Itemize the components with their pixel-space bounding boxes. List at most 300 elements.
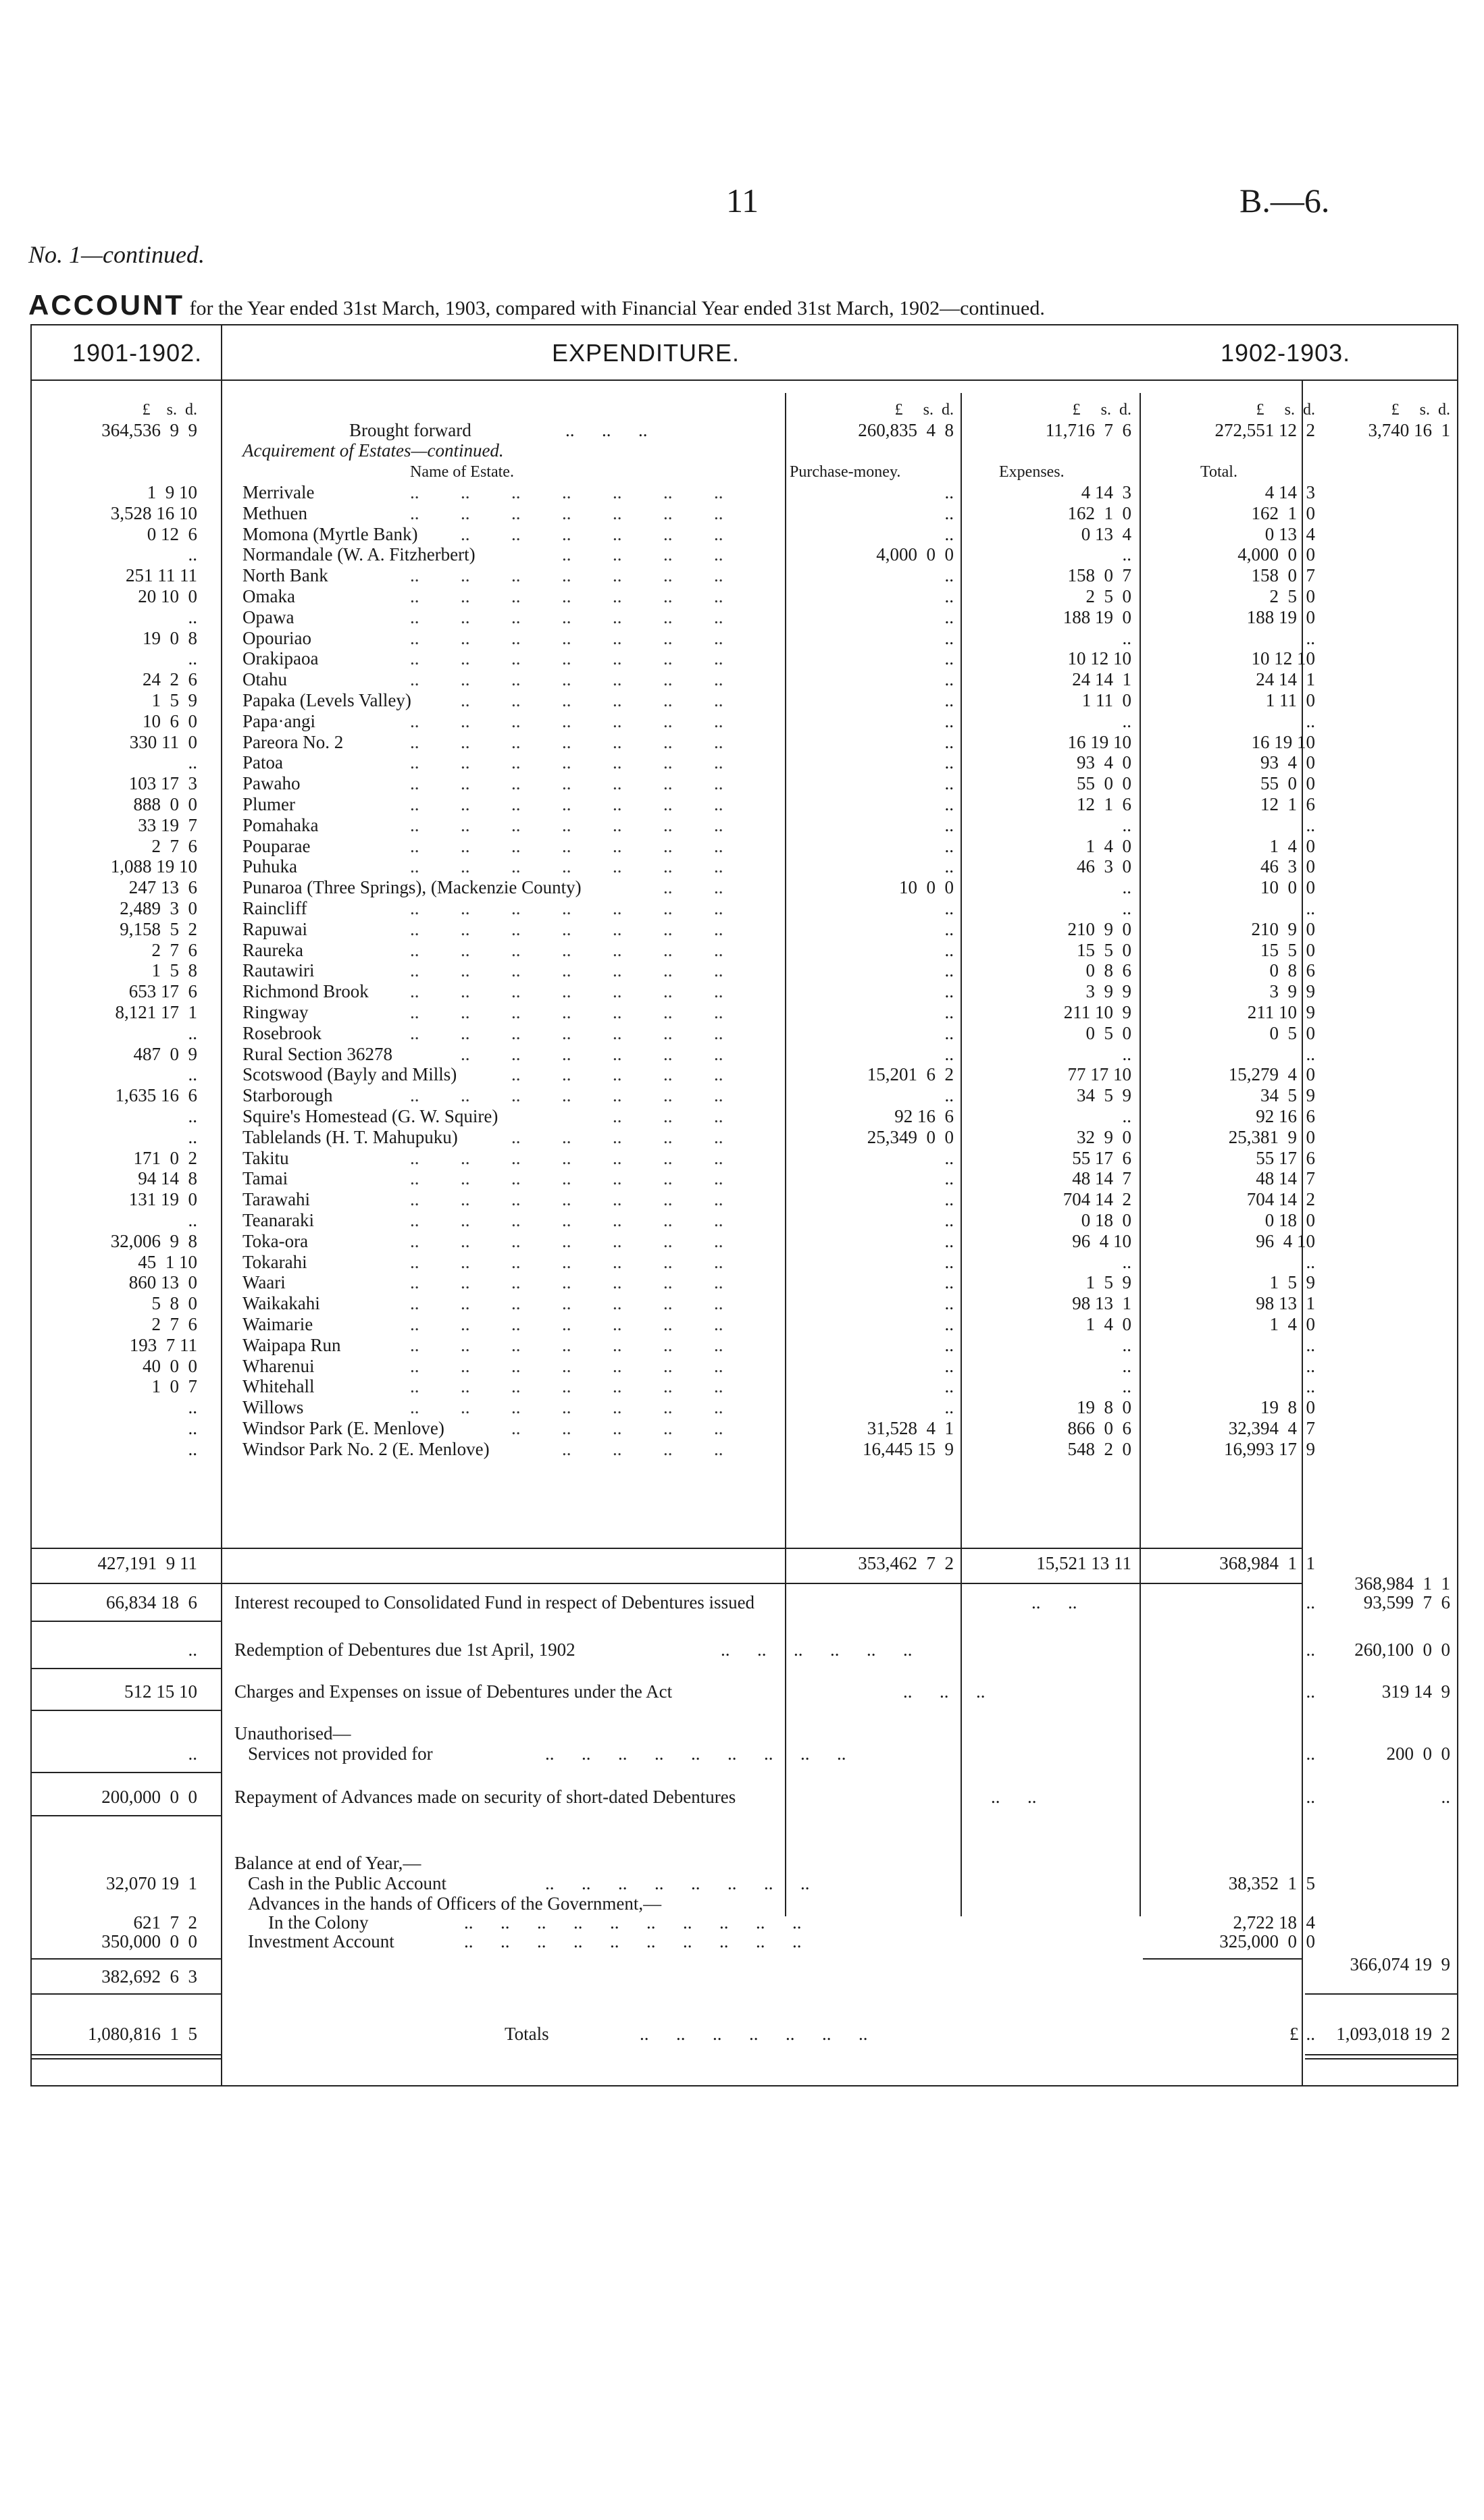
- leader-dot: ..: [410, 1189, 419, 1210]
- leader-dot: ..: [410, 856, 419, 877]
- estate-prev: 10 6 0: [143, 710, 197, 731]
- leader-dot: ..: [663, 1168, 673, 1189]
- leader-dot: ..: [461, 898, 470, 918]
- estate-row: [32, 1293, 1457, 1313]
- leader-dot: ..: [714, 1210, 723, 1230]
- bf-c: 11,716 7 6: [1045, 420, 1131, 440]
- estate-total: 16,993 17 9: [1224, 1438, 1315, 1459]
- estate-expenses: 24 14 1: [1072, 669, 1131, 690]
- leader-dot: ..: [461, 1085, 470, 1106]
- leader-dot: ..: [511, 1085, 521, 1106]
- estate-prev: ..: [188, 1397, 197, 1418]
- estate-purchase: ..: [944, 1002, 954, 1022]
- leader-dot: ..: [461, 523, 470, 544]
- leader-dot: ..: [461, 482, 470, 502]
- estate-total: 10 12 10: [1251, 648, 1315, 669]
- leader-dot: ..: [562, 939, 571, 960]
- leader-dot: ..: [511, 1397, 521, 1418]
- estate-name: Starborough: [242, 1085, 333, 1106]
- estate-purchase: ..: [944, 939, 954, 960]
- estate-prev: 45 1 10: [138, 1251, 197, 1272]
- estate-purchase: ..: [944, 1314, 954, 1334]
- leader-dot: ..: [511, 1355, 521, 1376]
- unit-e: £ s. d.: [1391, 401, 1450, 419]
- estate-total: ..: [1306, 1251, 1315, 1272]
- estate-total: 15,279 4 0: [1228, 1064, 1315, 1085]
- document-reference: B.—6.: [1239, 182, 1330, 219]
- estate-expenses: 188 19 0: [1063, 606, 1131, 627]
- estate-total: 46 3 0: [1260, 856, 1315, 877]
- estate-expenses: 96 4 10: [1072, 1230, 1131, 1251]
- leader-dot: ..: [562, 856, 571, 877]
- estate-prev: 251 11 11: [126, 565, 197, 586]
- leader-dot: ..: [613, 856, 622, 877]
- estate-purchase: 4,000 0 0: [876, 544, 954, 565]
- leader-dot: ..: [511, 1022, 521, 1043]
- leader-dot: ..: [410, 918, 419, 939]
- leader-dot: ..: [562, 606, 571, 627]
- estate-name: Whitehall: [242, 1376, 315, 1397]
- tot-e-sign: £: [1289, 2024, 1299, 2044]
- estate-prev: 193 7 11: [129, 1334, 197, 1355]
- estate-expenses: 0 13 4: [1081, 523, 1131, 544]
- leader-dot: ..: [714, 710, 723, 731]
- leader-dot: ..: [410, 1147, 419, 1168]
- leader-dot: ..: [461, 1314, 470, 1334]
- estate-total: 4 14 3: [1264, 482, 1315, 502]
- estate-prev: ..: [188, 544, 197, 565]
- leader-dot: ..: [663, 814, 673, 835]
- estate-total: 704 14 2: [1246, 1189, 1315, 1210]
- estate-prev: 3,528 16 10: [110, 502, 197, 523]
- estate-row: [32, 1231, 1457, 1251]
- estate-total: 10 0 0: [1260, 877, 1315, 898]
- leader-dot: ..: [663, 981, 673, 1002]
- estate-total: 0 8 6: [1269, 960, 1315, 981]
- leader-dot: ..: [663, 1106, 673, 1126]
- leader-dot: ..: [461, 1210, 470, 1230]
- estate-purchase: ..: [944, 1147, 954, 1168]
- estate-name: Opawa: [242, 606, 295, 627]
- estate-prev: 2 7 6: [151, 939, 197, 960]
- rep-e: ..: [1441, 1787, 1450, 1807]
- leader-dot: ..: [461, 773, 470, 794]
- bal-prev-total: 382,692 6 3: [101, 1966, 197, 1987]
- leader-dot: ..: [714, 773, 723, 794]
- estate-purchase: ..: [944, 669, 954, 690]
- inv-d: 325,000 0 0: [1219, 1931, 1315, 1951]
- un-d: ..: [1306, 1743, 1315, 1764]
- estate-row: [32, 482, 1457, 502]
- leader-dot: ..: [613, 1002, 622, 1022]
- estate-total: 96 4 10: [1256, 1230, 1315, 1251]
- leader-dot: ..: [714, 752, 723, 773]
- estate-total: 55 17 6: [1256, 1147, 1315, 1168]
- leader-dot: ..: [461, 627, 470, 648]
- estate-row: [32, 1127, 1457, 1147]
- estate-expenses: 1 5 9: [1085, 1272, 1131, 1293]
- leader-dot: ..: [461, 939, 470, 960]
- leader-dot: ..: [714, 1002, 723, 1022]
- estate-row: [32, 544, 1457, 565]
- leader-dot: ..: [714, 565, 723, 586]
- leader-dot: ..: [663, 898, 673, 918]
- estate-expenses: 548 2 0: [1067, 1438, 1131, 1459]
- account-heading: [28, 289, 1045, 321]
- leader-dot: ..: [562, 502, 571, 523]
- int-dots: .. ..: [1031, 1592, 1077, 1612]
- estate-row: [32, 940, 1457, 960]
- leader-dot: ..: [511, 586, 521, 606]
- estate-prev: 1,088 19 10: [110, 856, 197, 877]
- estate-row: [32, 1418, 1457, 1438]
- leader-dot: ..: [511, 502, 521, 523]
- leader-dot: ..: [663, 1251, 673, 1272]
- estate-name: Otahu: [242, 669, 287, 690]
- leader-dot: ..: [410, 1230, 419, 1251]
- estate-name: Willows: [242, 1397, 304, 1418]
- estate-purchase: ..: [944, 856, 954, 877]
- estate-expenses: 1 4 0: [1085, 835, 1131, 856]
- leader-dot: ..: [714, 1064, 723, 1085]
- leader-dot: ..: [562, 669, 571, 690]
- estate-expenses: 55 0 0: [1077, 773, 1131, 794]
- estate-expenses: 0 5 0: [1085, 1022, 1131, 1043]
- leader-dot: ..: [714, 960, 723, 981]
- estate-expenses: 210 9 0: [1067, 918, 1131, 939]
- leader-dot: ..: [562, 814, 571, 835]
- estate-purchase: ..: [944, 565, 954, 586]
- estate-total: 1 11 0: [1265, 690, 1315, 710]
- leader-dot: ..: [410, 710, 419, 731]
- leader-dot: ..: [613, 1272, 622, 1293]
- leader-dot: ..: [663, 1376, 673, 1397]
- interest-row: [32, 1592, 1457, 1612]
- estate-purchase: ..: [944, 1085, 954, 1106]
- estate-name: Orakipaoa: [242, 648, 319, 669]
- leader-dot: ..: [562, 752, 571, 773]
- leader-dot: ..: [663, 1272, 673, 1293]
- leader-dot: ..: [511, 1064, 521, 1085]
- estate-expenses: ..: [1122, 627, 1131, 648]
- leader-dot: ..: [613, 648, 622, 669]
- estate-row: [32, 1252, 1457, 1272]
- leader-dot: ..: [663, 606, 673, 627]
- estate-expenses: 16 19 10: [1067, 731, 1131, 752]
- estate-row: [32, 1106, 1457, 1126]
- leader-dot: ..: [613, 814, 622, 835]
- estate-total: 48 14 7: [1256, 1168, 1315, 1189]
- estate-purchase: ..: [944, 710, 954, 731]
- estate-purchase: ..: [944, 1230, 954, 1251]
- leader-dot: ..: [613, 1022, 622, 1043]
- int-e: 93,599 7 6: [1363, 1592, 1450, 1612]
- leader-dot: ..: [410, 960, 419, 981]
- leader-dot: ..: [663, 627, 673, 648]
- estate-total: 92 16 6: [1256, 1106, 1315, 1126]
- leader-dot: ..: [562, 1438, 571, 1459]
- estate-expenses: ..: [1122, 898, 1131, 918]
- estate-total: 25,381 9 0: [1228, 1126, 1315, 1147]
- estate-name: Ringway: [242, 1002, 309, 1022]
- estate-total: 19 8 0: [1260, 1397, 1315, 1418]
- leader-dot: ..: [511, 1043, 521, 1064]
- estate-row: [32, 732, 1457, 752]
- leader-dot: ..: [663, 773, 673, 794]
- leader-dot: ..: [511, 918, 521, 939]
- leader-dot: ..: [613, 1064, 622, 1085]
- bf-prev: 364,536 9 9: [101, 420, 197, 440]
- et-d: 368,984 1 1: [1219, 1553, 1315, 1573]
- leader-dot: ..: [714, 669, 723, 690]
- estate-total: 98 13 1: [1256, 1293, 1315, 1314]
- leader-dot: ..: [613, 898, 622, 918]
- leader-dot: ..: [714, 1085, 723, 1106]
- leader-dot: ..: [714, 835, 723, 856]
- estate-total: 211 10 9: [1247, 1002, 1315, 1022]
- estate-expenses: 55 17 6: [1072, 1147, 1131, 1168]
- leader-dot: ..: [562, 565, 571, 586]
- leader-dot: ..: [714, 544, 723, 565]
- estate-purchase: ..: [944, 1355, 954, 1376]
- account-word: ACCOUNT: [28, 289, 184, 321]
- estate-purchase: ..: [944, 794, 954, 814]
- leader-dot: ..: [663, 1355, 673, 1376]
- page-number: 11: [726, 182, 759, 219]
- leader-dot: ..: [714, 1355, 723, 1376]
- cash-row: [32, 1873, 1457, 1893]
- estate-prev: ..: [188, 606, 197, 627]
- estate-name: Wharenui: [242, 1355, 315, 1376]
- estate-name: Pomahaka: [242, 814, 319, 835]
- estate-total-rule-2: [32, 1583, 1302, 1584]
- estate-prev: 860 13 0: [128, 1272, 197, 1293]
- inv-prev: 350,000 0 0: [101, 1931, 197, 1951]
- estate-row: [32, 752, 1457, 772]
- estate-name: Richmond Brook: [242, 981, 369, 1002]
- leader-dot: ..: [511, 814, 521, 835]
- estate-prev: 24 2 6: [143, 669, 197, 690]
- estate-name: Patoa: [242, 752, 283, 773]
- leader-dot: ..: [613, 544, 622, 565]
- estate-name: Raincliff: [242, 898, 307, 918]
- estate-name: Pareora No. 2: [242, 731, 344, 752]
- leader-dot: ..: [562, 544, 571, 565]
- leader-dot: ..: [461, 1147, 470, 1168]
- leader-dot: ..: [663, 856, 673, 877]
- leader-dot: ..: [613, 1251, 622, 1272]
- brought-forward-row: [32, 420, 1457, 440]
- leader-dot: ..: [663, 523, 673, 544]
- estate-purchase: ..: [944, 482, 954, 502]
- leader-dot: ..: [461, 960, 470, 981]
- leader-dot: ..: [461, 1293, 470, 1314]
- estate-expenses: 77 17 10: [1067, 1064, 1131, 1085]
- leader-dot: ..: [511, 690, 521, 710]
- leader-dot: ..: [461, 565, 470, 586]
- leader-dot: ..: [461, 1397, 470, 1418]
- leader-dot: ..: [511, 565, 521, 586]
- estate-total: ..: [1306, 898, 1315, 918]
- leader-dot: ..: [511, 773, 521, 794]
- rule-a1: [32, 1621, 222, 1622]
- leader-dot: ..: [613, 1314, 622, 1334]
- estate-prev: 8,121 17 1: [115, 1002, 197, 1022]
- leader-dot: ..: [613, 1043, 622, 1064]
- estate-expenses: 866 0 6: [1067, 1418, 1131, 1438]
- leader-dot: ..: [562, 1314, 571, 1334]
- estate-total: ..: [1306, 1355, 1315, 1376]
- leader-dot: ..: [461, 1272, 470, 1293]
- leader-dot: ..: [714, 1438, 723, 1459]
- chg-dots: .. .. ..: [903, 1681, 986, 1702]
- estate-prev: 131 19 0: [128, 1189, 197, 1210]
- estate-total: 32,394 4 7: [1228, 1418, 1315, 1438]
- unit-a: £ s. d.: [142, 401, 197, 419]
- red-dots: .. .. .. .. .. ..: [721, 1639, 913, 1660]
- estate-prev: 888 0 0: [133, 794, 197, 814]
- estate-total: 34 5 9: [1260, 1085, 1315, 1106]
- leader-dot: ..: [714, 1293, 723, 1314]
- leader-dot: ..: [562, 690, 571, 710]
- leader-dot: ..: [562, 1064, 571, 1085]
- bf-b: 260,835 4 8: [858, 420, 954, 440]
- leader-dot: ..: [663, 877, 673, 898]
- repayment-row: [32, 1787, 1457, 1807]
- col-header-expenditure: EXPENDITURE.: [552, 339, 740, 367]
- leader-dot: ..: [613, 1376, 622, 1397]
- leader-dot: ..: [613, 627, 622, 648]
- leader-dot: ..: [613, 1230, 622, 1251]
- estate-row: [32, 1085, 1457, 1105]
- estate-total: 0 18 0: [1264, 1210, 1315, 1230]
- leader-dot: ..: [461, 1168, 470, 1189]
- estate-purchase: ..: [944, 1293, 954, 1314]
- estate-name: Plumer: [242, 794, 295, 814]
- rule-a7: [32, 1993, 222, 1995]
- estate-total: 158 0 7: [1251, 565, 1315, 586]
- estate-purchase: 92 16 6: [894, 1106, 954, 1126]
- rep-label: Repayment of Advances made on security of short-dated Debentures: [234, 1787, 736, 1807]
- estate-expenses: 162 1 0: [1067, 502, 1131, 523]
- leader-dot: ..: [562, 1251, 571, 1272]
- bal-title: Balance at end of Year,—: [234, 1853, 421, 1873]
- leader-dot: ..: [461, 1022, 470, 1043]
- leader-dot: ..: [663, 918, 673, 939]
- units-row: [32, 400, 1457, 420]
- leader-dot: ..: [461, 752, 470, 773]
- estate-name: Merrivale: [242, 482, 315, 502]
- leader-dot: ..: [562, 1418, 571, 1438]
- estate-expenses: ..: [1122, 814, 1131, 835]
- leader-dot: ..: [410, 814, 419, 835]
- leader-dot: ..: [714, 1251, 723, 1272]
- estate-row: [32, 1314, 1457, 1334]
- leader-dot: ..: [663, 1002, 673, 1022]
- un-e: 200 0 0: [1386, 1743, 1450, 1764]
- estate-row: [32, 919, 1457, 939]
- estate-total: ..: [1306, 1376, 1315, 1397]
- leader-dot: ..: [562, 1043, 571, 1064]
- leader-dot: ..: [714, 1397, 723, 1418]
- col-dots: .. .. .. .. .. .. .. .. .. ..: [464, 1912, 802, 1933]
- leader-dot: ..: [663, 752, 673, 773]
- leader-dot: ..: [714, 502, 723, 523]
- estate-row: [32, 1356, 1457, 1376]
- leader-dot: ..: [562, 773, 571, 794]
- invest-row: [32, 1931, 1457, 1951]
- estate-prev: 171 0 2: [133, 1147, 197, 1168]
- leader-dot: ..: [562, 1397, 571, 1418]
- leader-dot: ..: [410, 586, 419, 606]
- leader-dot: ..: [663, 1293, 673, 1314]
- estate-name: Tablelands (H. T. Mahupuku): [242, 1126, 458, 1147]
- estate-purchase: ..: [944, 586, 954, 606]
- estate-expenses: 19 8 0: [1077, 1397, 1131, 1418]
- estate-expenses: 158 0 7: [1067, 565, 1131, 586]
- leader-dot: ..: [410, 648, 419, 669]
- estate-name: Opouriao: [242, 627, 311, 648]
- unauth-row: [32, 1743, 1457, 1764]
- leader-dot: ..: [461, 502, 470, 523]
- leader-dot: ..: [663, 502, 673, 523]
- estate-row: [32, 1272, 1457, 1292]
- leader-dot: ..: [714, 981, 723, 1002]
- leader-dot: ..: [410, 835, 419, 856]
- inv-dots: .. .. .. .. .. .. .. .. .. ..: [464, 1931, 802, 1951]
- et-b: 353,462 7 2: [858, 1553, 954, 1573]
- estate-expenses: 12 1 6: [1077, 794, 1131, 814]
- leader-dot: ..: [410, 731, 419, 752]
- leader-dot: ..: [613, 939, 622, 960]
- unit-c: £ s. d.: [1072, 401, 1131, 419]
- tot-d: ..: [1306, 2024, 1315, 2044]
- estate-purchase: ..: [944, 1272, 954, 1293]
- estate-purchase: ..: [944, 835, 954, 856]
- estate-expenses: ..: [1122, 1251, 1131, 1272]
- estate-prev: 5 8 0: [151, 1293, 197, 1314]
- leader-dot: ..: [562, 1272, 571, 1293]
- estate-expenses: ..: [1122, 877, 1131, 898]
- estate-row: [32, 648, 1457, 668]
- leader-dot: ..: [410, 1251, 419, 1272]
- leader-dot: ..: [562, 898, 571, 918]
- leader-dot: ..: [663, 565, 673, 586]
- leader-dot: ..: [613, 565, 622, 586]
- leader-dot: ..: [562, 1126, 571, 1147]
- leader-dot: ..: [410, 898, 419, 918]
- leader-dot: ..: [613, 960, 622, 981]
- leader-dot: ..: [410, 1168, 419, 1189]
- int-label: Interest recouped to Consolidated Fund in respect of Debentures issued: [234, 1592, 755, 1612]
- estate-name: Waikakahi: [242, 1293, 320, 1314]
- estate-expenses: ..: [1122, 710, 1131, 731]
- estate-purchase: ..: [944, 898, 954, 918]
- estate-purchase: ..: [944, 773, 954, 794]
- leader-dot: ..: [663, 1043, 673, 1064]
- chg-prev: 512 15 10: [124, 1681, 197, 1702]
- estate-total: 1 4 0: [1269, 1314, 1315, 1334]
- leader-dot: ..: [714, 586, 723, 606]
- leader-dot: ..: [562, 1085, 571, 1106]
- leader-dot: ..: [663, 1085, 673, 1106]
- leader-dot: ..: [461, 1355, 470, 1376]
- estate-name: Toka-ora: [242, 1230, 309, 1251]
- leader-dot: ..: [461, 606, 470, 627]
- leader-dot: ..: [511, 627, 521, 648]
- estate-purchase: ..: [944, 814, 954, 835]
- leader-dot: ..: [613, 1085, 622, 1106]
